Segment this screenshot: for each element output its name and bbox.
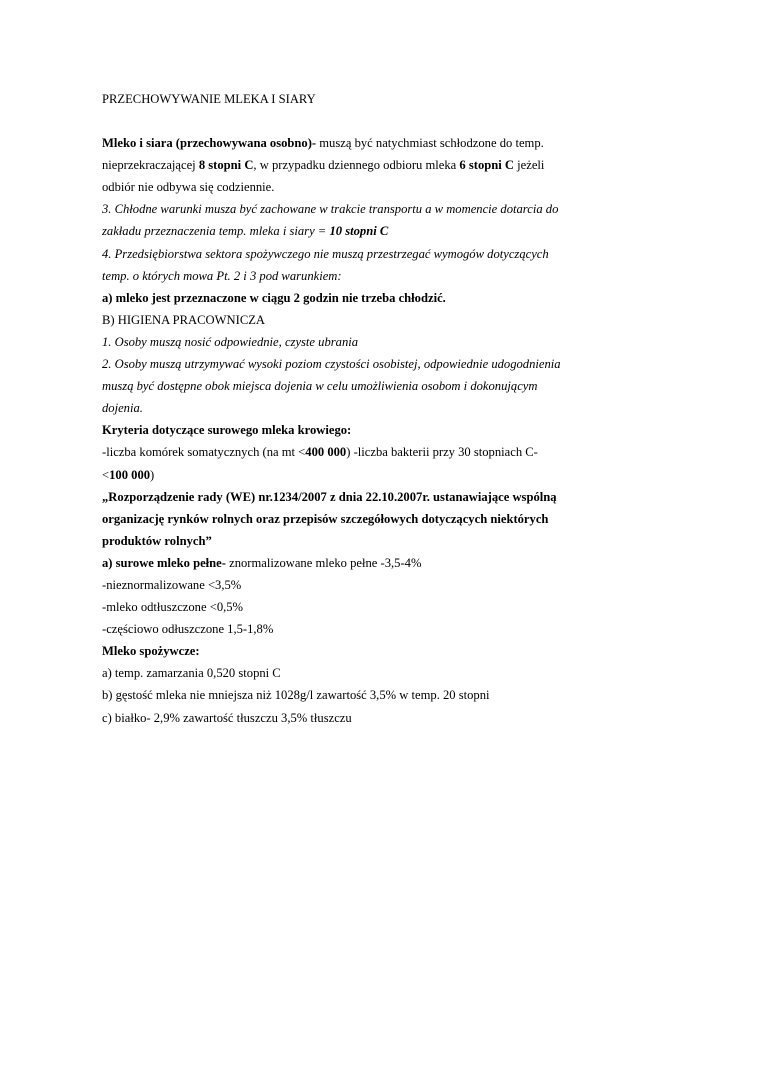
hygiene-point-2-line-3 bbox=[102, 397, 582, 419]
regulation-line-1 bbox=[102, 486, 582, 508]
bold-text: 8 stopni C bbox=[198, 158, 254, 173]
bold-text: produktów rolnych” bbox=[102, 533, 212, 548]
italic-text: temp. o których mowa Pt. 2 i 3 pod warunkiem: bbox=[102, 268, 342, 283]
text-span: nieprzekraczającej bbox=[102, 158, 199, 173]
text-span: < bbox=[102, 467, 110, 482]
bold-text bbox=[329, 224, 388, 238]
bold-text: Kryteria dotyczące surowego mleka krowiego: bbox=[102, 423, 352, 438]
bold-text: „Rozporządzenie rady (WE) nr.1234/2007 z dnia 22.10.2007r. ustanawiające wspólną bbox=[102, 489, 557, 504]
bold-text: organizację rynków rolnych oraz przepisów szczegółowych dotyczących niektórych bbox=[102, 511, 549, 526]
text-span: ) -liczba bakterii przy 30 stopniach C- bbox=[346, 445, 538, 460]
bold-italic-text: 10 stopni C bbox=[329, 224, 389, 239]
point-3-line-1 bbox=[102, 198, 582, 220]
consumer-milk-a: a) temp. zamarzania 0,520 stopni C bbox=[102, 666, 281, 681]
text-span: , w przypadku dziennego odbioru mleka bbox=[253, 158, 460, 173]
criteria-line-1 bbox=[102, 441, 582, 463]
regulation-line-2 bbox=[102, 508, 582, 530]
text-span: jeżeli bbox=[514, 158, 545, 173]
regulation-line-3 bbox=[102, 530, 582, 552]
bold-text: a) mleko jest przeznaczone w ciągu 2 godzin nie trzeba chłodzić. bbox=[102, 290, 446, 305]
text-span: znormalizowane mleko pełne -3,5-4% bbox=[225, 555, 422, 570]
italic-text: dojenia. bbox=[102, 401, 143, 416]
point-4-line-1 bbox=[102, 243, 582, 265]
italic-text: 2. Osoby muszą utrzymywać wysoki poziom czystości osobistej, odpowiednie udogodnienia bbox=[102, 357, 561, 372]
raw-milk-line-1 bbox=[102, 552, 582, 574]
bold-text: a) surowe mleko pełne- bbox=[102, 555, 226, 570]
bold-text: 100 000 bbox=[109, 467, 151, 482]
bold-text: 400 000 bbox=[305, 445, 347, 460]
italic-text: 3. Chłodne warunki musza być zachowane w trakcie transportu a w momencie dotarcia do bbox=[102, 202, 559, 217]
text-span: ) bbox=[150, 467, 155, 482]
hygiene-point-2-line-2 bbox=[102, 375, 582, 397]
paragraph-storage-line-2 bbox=[102, 154, 582, 176]
bold-text: Mleko spożywcze: bbox=[102, 644, 200, 659]
page-title: PRZECHOWYWANIE MLEKA I SIARY bbox=[102, 92, 316, 106]
hygiene-point-2-line-1 bbox=[102, 353, 582, 375]
bold-text: 6 stopni C bbox=[459, 158, 515, 173]
text-span: -liczba komórek somatycznych (na mt < bbox=[102, 445, 306, 460]
italic-text: zakładu przeznaczenia temp. mleka i siary = bbox=[102, 224, 330, 239]
consumer-milk-c: c) białko- 2,9% zawartość tłuszczu 3,5% tłuszczu bbox=[102, 710, 352, 725]
raw-milk-line-2: -nieznormalizowane <3,5% bbox=[102, 577, 242, 592]
italic-text: muszą być dostępne obok miejsca dojenia w celu umożliwienia osobom i dokonującym bbox=[102, 379, 538, 394]
hygiene-point-1 bbox=[102, 331, 582, 353]
criteria-line-2 bbox=[102, 464, 582, 486]
consumer-milk-heading bbox=[102, 640, 582, 662]
paragraph-storage-line-1 bbox=[102, 132, 582, 154]
paragraph-storage-line-3: odbiór nie odbywa się codziennie. bbox=[102, 180, 275, 195]
italic-text: 1. Osoby muszą nosić odpowiednie, czyste ubrania bbox=[102, 334, 359, 349]
raw-milk-line-3: -mleko odtłuszczone <0,5% bbox=[102, 600, 244, 615]
point-4-line-2 bbox=[102, 265, 582, 287]
consumer-milk-b: b) gęstość mleka nie mniejsza niż 1028g/l zawartość 3,5% w temp. 20 stopni bbox=[102, 688, 490, 703]
raw-milk-line-4: -częściowo odłuszczone 1,5-1,8% bbox=[102, 622, 274, 637]
section-b-heading: B) HIGIENA PRACOWNICZA bbox=[102, 312, 266, 327]
point-3-line-2 bbox=[102, 220, 582, 242]
italic-text: 4. Przedsiębiorstwa sektora spożywczego nie muszą przestrzegać wymogów dotyczących bbox=[102, 246, 549, 261]
criteria-heading bbox=[102, 419, 582, 441]
point-4a bbox=[102, 287, 582, 309]
text-span: muszą być natychmiast schłodzone do temp. bbox=[316, 136, 544, 151]
bold-text: Mleko i siara (przechowywana osobno)- bbox=[102, 136, 317, 151]
document-body bbox=[102, 88, 582, 729]
